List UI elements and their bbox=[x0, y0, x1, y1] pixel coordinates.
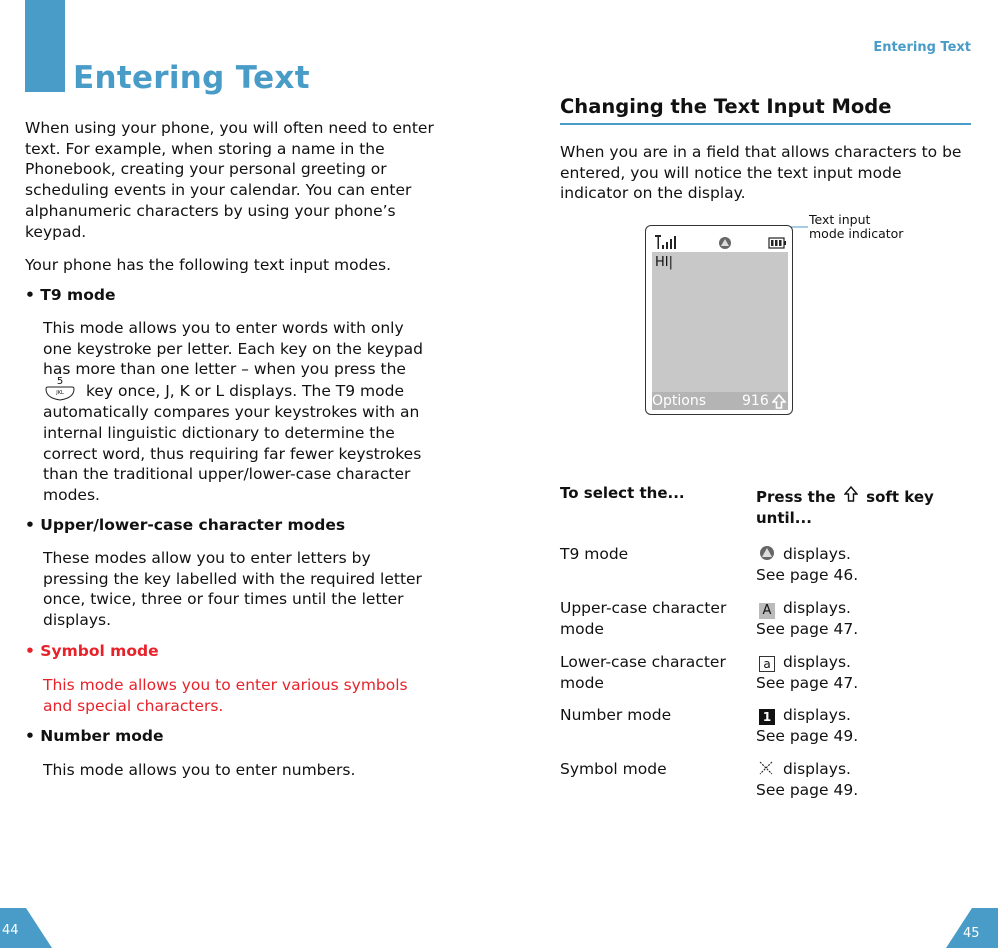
section-rule bbox=[560, 123, 971, 125]
lower-displays: displays. bbox=[782, 653, 851, 671]
table-row-t9-mode: T9 mode bbox=[560, 545, 629, 563]
running-head: Entering Text bbox=[873, 40, 971, 55]
table-row-lower-result bbox=[756, 652, 956, 693]
upper-displays: displays. bbox=[782, 599, 851, 617]
table-row-number-result bbox=[756, 705, 956, 746]
table-row-symbol-result bbox=[756, 759, 956, 800]
lower-case-icon: a bbox=[759, 656, 775, 672]
symbol-mode-icon bbox=[756, 760, 778, 776]
accent-bar bbox=[25, 0, 65, 92]
number-mode-icon: 1 bbox=[759, 709, 775, 725]
t9-mode-heading: • T9 mode bbox=[25, 286, 116, 304]
page-title: Entering Text bbox=[73, 60, 310, 96]
shift-soft-key-icon bbox=[844, 486, 858, 503]
t9-mode-description bbox=[43, 318, 437, 506]
symbol-displays: displays. bbox=[782, 760, 851, 778]
callout-label bbox=[809, 213, 903, 241]
symbol-mode-heading: • Symbol mode bbox=[25, 642, 159, 660]
header-soft-key: soft key bbox=[866, 488, 934, 506]
keypad-5-key-icon bbox=[43, 376, 77, 402]
key-letters: JKL bbox=[56, 390, 64, 397]
shift-arrow-icon bbox=[772, 394, 786, 410]
section-title: Changing the Text Input Mode bbox=[560, 95, 892, 118]
header-until: until... bbox=[756, 509, 812, 527]
callout-line-2: mode indicator bbox=[809, 226, 904, 241]
table-row-number-mode: Number mode bbox=[560, 706, 672, 724]
phone-screen bbox=[652, 252, 788, 410]
page-number-right: 45 bbox=[963, 926, 980, 941]
t9-displays: displays. bbox=[782, 545, 851, 563]
case-mode-description: These modes allow you to enter letters by pressing the key labelled with the required letter once, twice, three or four times until the letter displays. bbox=[43, 549, 422, 630]
table-header-press bbox=[756, 486, 956, 529]
table-header-select: To select the... bbox=[560, 484, 685, 502]
intro-paragraph: When using your phone, you will often need to enter text. For example, when storing a name in the Phonebook, creating your personal greeting or scheduling events in your calendar. You can enter alphanumeric characters by using your phone’s keypad. bbox=[25, 119, 434, 241]
signal-strength-icon bbox=[655, 235, 679, 249]
upper-see-page: See page 47. bbox=[756, 620, 859, 638]
options-soft-key: Options bbox=[652, 393, 707, 409]
section-intro: When you are in a field that allows characters to be entered, you will notice the text input mode indicator on the display. bbox=[560, 143, 962, 203]
table-row-symbol-mode: Symbol mode bbox=[560, 760, 667, 778]
screen-input-text: HI| bbox=[655, 255, 673, 270]
modes-intro: Your phone has the following text input modes. bbox=[25, 256, 392, 274]
t9-text-before-key: This mode allows you to enter words with only one keystroke per letter. Each key on the keypad has more than one letter – when you press the bbox=[43, 319, 423, 379]
key-digit: 5 bbox=[56, 376, 64, 388]
t9-indicator-icon bbox=[718, 236, 732, 250]
upper-case-icon: A bbox=[759, 603, 775, 619]
t9-text-after-key: key once, J, K or L displays. The T9 mode automatically compares your keystrokes with an internal linguistic dictionary to determine the correct word, thus requiring far fewer keystrokes than the traditional upper/lower-case character modes. bbox=[43, 382, 422, 504]
battery-icon bbox=[768, 237, 786, 249]
symbol-mode-description: This mode allows you to enter various symbols and special characters. bbox=[43, 676, 408, 715]
table-row-lower-mode: Lower-case character mode bbox=[560, 653, 726, 692]
lower-see-page: See page 47. bbox=[756, 673, 859, 692]
header-press-the: Press the bbox=[756, 488, 836, 506]
table-row-t9-result bbox=[756, 544, 956, 585]
table-row-upper-result bbox=[756, 598, 956, 640]
number-see-page: See page 49. bbox=[756, 726, 859, 745]
table-row-upper-mode: Upper-case character mode bbox=[560, 599, 727, 638]
page-number-left: 44 bbox=[2, 923, 19, 938]
t9-mode-icon bbox=[756, 545, 778, 561]
case-mode-heading: • Upper/lower-case character modes bbox=[25, 516, 346, 534]
number-mode-heading: • Number mode bbox=[25, 727, 164, 745]
number-mode-description: This mode allows you to enter numbers. bbox=[43, 761, 356, 779]
character-counter: 916 bbox=[742, 393, 769, 409]
number-displays: displays. bbox=[782, 706, 851, 724]
callout-line-1: Text input bbox=[809, 212, 871, 227]
t9-see-page: See page 46. bbox=[756, 565, 859, 584]
symbol-see-page: See page 49. bbox=[756, 780, 859, 799]
